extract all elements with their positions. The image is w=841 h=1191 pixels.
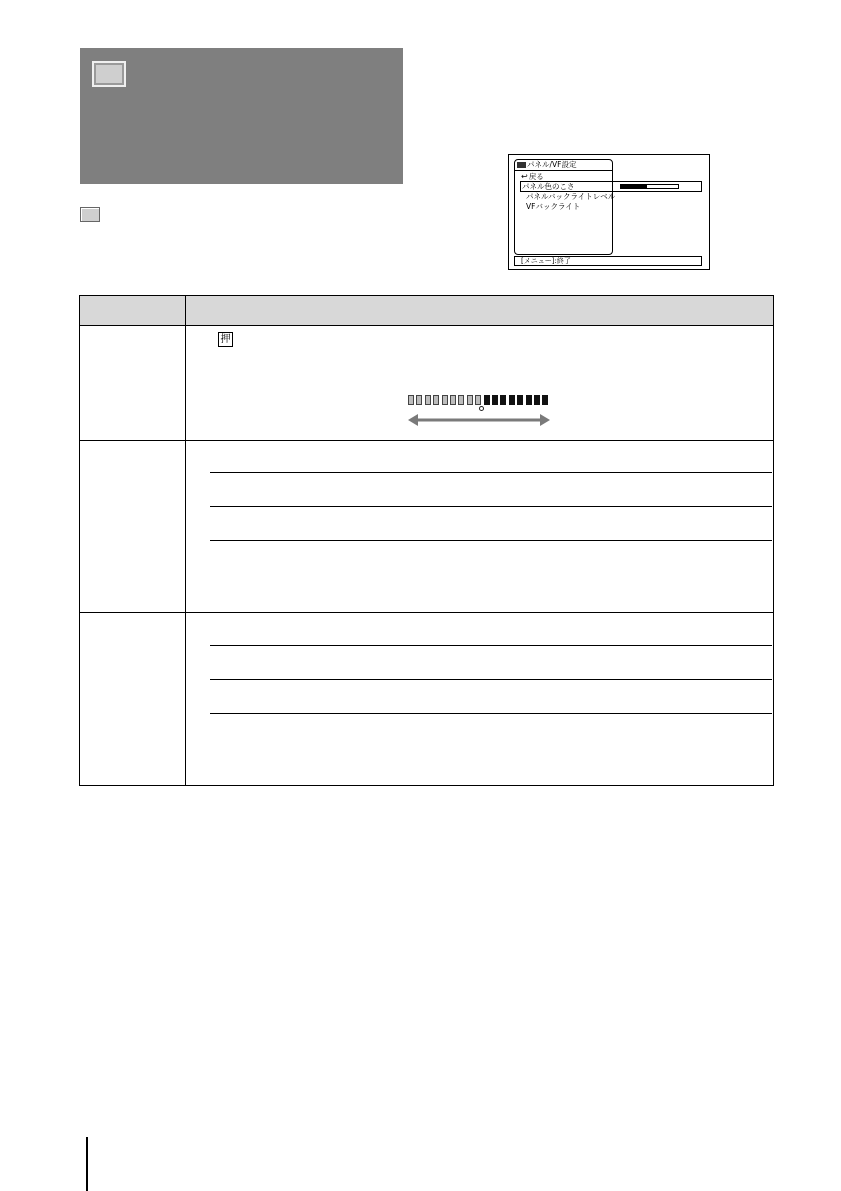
scale-segment xyxy=(408,395,414,405)
status-bar: [メニュー]:終了 xyxy=(514,256,702,266)
back-arrow-icon: ↩ xyxy=(521,172,528,181)
menu-panel xyxy=(514,159,616,255)
scale-segment xyxy=(509,395,515,405)
menu-icon xyxy=(517,162,526,168)
sub-separator xyxy=(210,679,772,680)
small-button-icon xyxy=(80,207,100,222)
level-slider[interactable] xyxy=(612,181,702,192)
menu-item-label: パネル色のこさ xyxy=(522,182,575,191)
level-scale xyxy=(408,395,550,431)
settings-table xyxy=(79,295,774,786)
scale-segment xyxy=(458,395,464,405)
menu-screen xyxy=(508,154,710,270)
scale-segment xyxy=(484,395,490,405)
menu-item-selected[interactable] xyxy=(520,181,613,192)
sub-separator xyxy=(210,540,772,541)
scale-segment xyxy=(433,395,439,405)
slider-fill xyxy=(621,185,647,188)
table-header xyxy=(80,296,773,326)
menu-back-label: 戻る xyxy=(528,172,544,181)
slider-track xyxy=(620,184,679,189)
footer-rule xyxy=(86,1137,88,1191)
scale-segment xyxy=(534,395,540,405)
sub-separator xyxy=(210,472,772,473)
scale-segment xyxy=(467,395,473,405)
sub-separator xyxy=(210,645,772,646)
double-arrow-icon xyxy=(408,413,550,427)
scale-segment xyxy=(542,395,548,405)
scale-segment xyxy=(517,395,523,405)
sub-separator xyxy=(210,506,772,507)
menu-item-vf-backlight[interactable]: VFバックライト xyxy=(526,202,581,211)
row-separator xyxy=(80,612,773,613)
menu-button-icon xyxy=(92,61,126,87)
sub-separator xyxy=(210,713,772,714)
row-separator xyxy=(80,440,773,441)
scale-segment xyxy=(475,395,481,405)
scale-segment xyxy=(425,395,431,405)
scale-segment xyxy=(450,395,456,405)
column-divider xyxy=(185,296,186,785)
menu-divider xyxy=(515,170,612,171)
menu-item-backlight-level[interactable]: パネルバックライトレベル xyxy=(526,192,616,201)
scale-segment xyxy=(500,395,506,405)
menu-title: パネル/VF設定 xyxy=(517,160,576,170)
scale-segment xyxy=(416,395,422,405)
scale-center-marker xyxy=(479,406,484,411)
push-icon: 押 xyxy=(218,332,233,347)
scale-segment xyxy=(492,395,498,405)
scale-segment xyxy=(442,395,448,405)
header-block xyxy=(80,48,403,184)
scale-segment xyxy=(526,395,532,405)
